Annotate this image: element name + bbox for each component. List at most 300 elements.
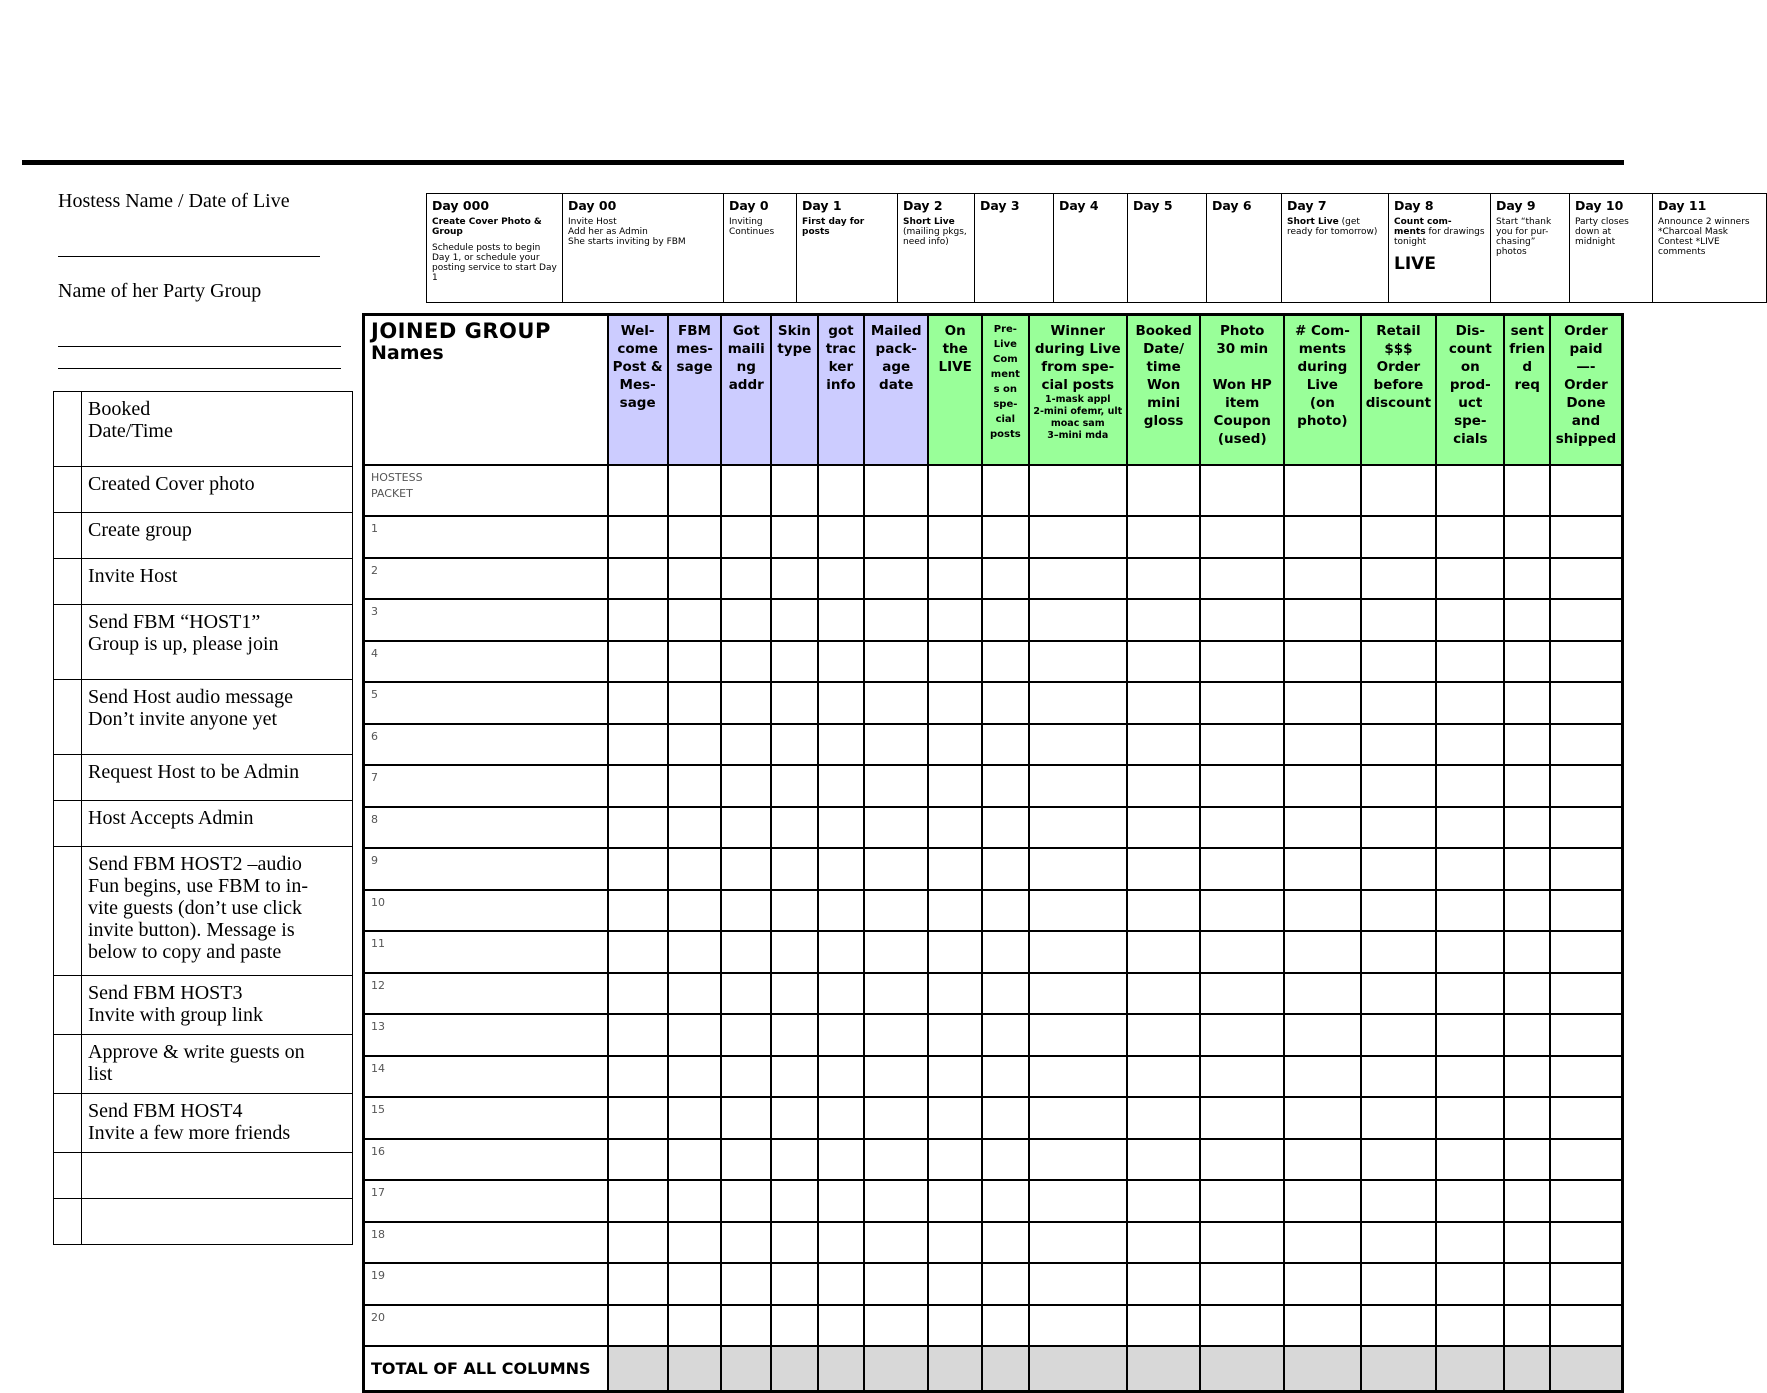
grid-cell[interactable] [1436,765,1504,807]
grid-cell[interactable] [771,973,818,1015]
grid-cell[interactable] [982,1097,1029,1139]
grid-cell[interactable] [1361,931,1437,973]
row-label[interactable]: 13 [364,1014,608,1056]
grid-cell[interactable] [1029,1305,1127,1347]
grid-cell[interactable] [721,1014,771,1056]
grid-cell[interactable] [982,1056,1029,1098]
grid-cell[interactable] [982,973,1029,1015]
grid-cell[interactable] [864,1180,928,1222]
grid-cell[interactable] [864,641,928,683]
grid-cell[interactable] [1284,1222,1361,1264]
grid-cell[interactable] [608,973,668,1015]
row-label[interactable]: HOSTESS PACKET [364,465,608,516]
grid-cell[interactable] [1550,641,1623,683]
grid-cell[interactable] [1504,848,1550,890]
grid-cell[interactable] [608,682,668,724]
grid-cell[interactable] [721,558,771,600]
row-label[interactable]: 6 [364,724,608,766]
grid-cell[interactable] [1200,1346,1284,1392]
grid-cell[interactable] [864,1222,928,1264]
grid-cell[interactable] [721,765,771,807]
grid-cell[interactable] [1029,516,1127,558]
grid-cell[interactable] [1550,682,1623,724]
grid-cell[interactable] [1200,682,1284,724]
row-label[interactable]: 8 [364,807,608,849]
grid-cell[interactable] [982,848,1029,890]
grid-cell[interactable] [608,641,668,683]
grid-cell[interactable] [1029,1180,1127,1222]
grid-cell[interactable] [771,558,818,600]
grid-cell[interactable] [818,516,865,558]
grid-cell[interactable] [818,1305,865,1347]
grid-cell[interactable] [668,807,722,849]
grid-cell[interactable] [1029,724,1127,766]
grid-cell[interactable] [982,1346,1029,1392]
grid-cell[interactable] [1436,465,1504,516]
grid-cell[interactable] [608,1346,668,1392]
grid-cell[interactable] [1127,973,1200,1015]
grid-cell[interactable] [1200,1222,1284,1264]
grid-cell[interactable] [1029,1097,1127,1139]
grid-cell[interactable] [668,973,722,1015]
grid-cell[interactable] [668,1014,722,1056]
grid-cell[interactable] [1200,641,1284,683]
grid-cell[interactable] [1436,1056,1504,1098]
grid-cell[interactable] [668,1305,722,1347]
grid-cell[interactable] [1284,1014,1361,1056]
grid-cell[interactable] [1436,1305,1504,1347]
grid-cell[interactable] [1361,765,1437,807]
grid-cell[interactable] [1284,1139,1361,1181]
grid-cell[interactable] [864,1305,928,1347]
grid-cell[interactable] [608,1305,668,1347]
row-label[interactable]: 11 [364,931,608,973]
grid-cell[interactable] [1284,724,1361,766]
grid-cell[interactable] [668,1056,722,1098]
grid-cell[interactable] [668,724,722,766]
grid-cell[interactable] [1127,807,1200,849]
grid-cell[interactable] [818,641,865,683]
grid-cell[interactable] [818,1139,865,1181]
grid-cell[interactable] [608,1056,668,1098]
grid-cell[interactable] [1127,599,1200,641]
grid-cell[interactable] [1550,724,1623,766]
grid-cell[interactable] [928,682,982,724]
grid-cell[interactable] [818,807,865,849]
grid-cell[interactable] [818,973,865,1015]
grid-cell[interactable] [928,1305,982,1347]
grid-cell[interactable] [721,807,771,849]
checkbox[interactable] [54,1094,82,1153]
grid-cell[interactable] [1550,890,1623,932]
grid-cell[interactable] [818,848,865,890]
grid-cell[interactable] [1504,465,1550,516]
grid-cell[interactable] [1504,931,1550,973]
grid-cell[interactable] [668,1263,722,1305]
grid-cell[interactable] [1436,973,1504,1015]
grid-cell[interactable] [928,807,982,849]
grid-cell[interactable] [1200,558,1284,600]
grid-cell[interactable] [721,1097,771,1139]
row-label[interactable]: 16 [364,1139,608,1181]
grid-cell[interactable] [982,807,1029,849]
grid-cell[interactable] [1029,931,1127,973]
grid-cell[interactable] [864,516,928,558]
grid-cell[interactable] [1284,1305,1361,1347]
checkbox[interactable] [54,559,82,605]
grid-cell[interactable] [982,931,1029,973]
grid-cell[interactable] [818,1263,865,1305]
grid-cell[interactable] [608,848,668,890]
grid-cell[interactable] [668,1346,722,1392]
grid-cell[interactable] [771,1139,818,1181]
grid-cell[interactable] [1550,765,1623,807]
grid-cell[interactable] [1504,641,1550,683]
grid-cell[interactable] [771,931,818,973]
grid-cell[interactable] [1550,1180,1623,1222]
grid-cell[interactable] [721,516,771,558]
grid-cell[interactable] [1127,1014,1200,1056]
grid-cell[interactable] [1029,807,1127,849]
grid-cell[interactable] [982,1263,1029,1305]
grid-cell[interactable] [1200,1305,1284,1347]
grid-cell[interactable] [1127,1097,1200,1139]
grid-cell[interactable] [1029,765,1127,807]
grid-cell[interactable] [1504,1222,1550,1264]
grid-cell[interactable] [1127,931,1200,973]
row-label[interactable]: 19 [364,1263,608,1305]
grid-cell[interactable] [1504,1139,1550,1181]
checkbox[interactable] [54,801,82,847]
grid-cell[interactable] [864,1014,928,1056]
row-label[interactable]: 9 [364,848,608,890]
row-label[interactable]: 10 [364,890,608,932]
grid-cell[interactable] [928,516,982,558]
grid-cell[interactable] [1284,1346,1361,1392]
grid-cell[interactable] [1504,516,1550,558]
grid-cell[interactable] [1550,931,1623,973]
grid-cell[interactable] [1029,1056,1127,1098]
grid-cell[interactable] [1436,1139,1504,1181]
grid-cell[interactable] [818,558,865,600]
grid-cell[interactable] [1436,516,1504,558]
grid-cell[interactable] [1504,724,1550,766]
grid-cell[interactable] [1504,558,1550,600]
grid-cell[interactable] [771,890,818,932]
grid-cell[interactable] [1361,1222,1437,1264]
grid-cell[interactable] [928,599,982,641]
grid-cell[interactable] [608,1180,668,1222]
grid-cell[interactable] [818,1222,865,1264]
grid-cell[interactable] [1550,558,1623,600]
grid-cell[interactable] [982,641,1029,683]
grid-cell[interactable] [771,848,818,890]
grid-cell[interactable] [1029,1222,1127,1264]
grid-cell[interactable] [818,1014,865,1056]
row-label[interactable]: 18 [364,1222,608,1264]
grid-cell[interactable] [1200,1180,1284,1222]
grid-cell[interactable] [1504,1097,1550,1139]
grid-cell[interactable] [608,1263,668,1305]
grid-cell[interactable] [818,1097,865,1139]
grid-cell[interactable] [1127,1305,1200,1347]
grid-cell[interactable] [721,890,771,932]
grid-cell[interactable] [668,848,722,890]
grid-cell[interactable] [1361,848,1437,890]
row-label[interactable]: 12 [364,973,608,1015]
grid-cell[interactable] [608,1097,668,1139]
grid-cell[interactable] [668,599,722,641]
grid-cell[interactable] [1504,807,1550,849]
grid-cell[interactable] [1127,765,1200,807]
grid-cell[interactable] [982,516,1029,558]
row-label[interactable]: 15 [364,1097,608,1139]
grid-cell[interactable] [1029,1346,1127,1392]
grid-cell[interactable] [864,558,928,600]
row-label[interactable]: TOTAL OF ALL COLUMNS [364,1346,608,1392]
grid-cell[interactable] [1550,1139,1623,1181]
grid-cell[interactable] [1436,848,1504,890]
grid-cell[interactable] [1200,890,1284,932]
grid-cell[interactable] [771,1097,818,1139]
grid-cell[interactable] [1550,1097,1623,1139]
grid-cell[interactable] [1284,848,1361,890]
grid-cell[interactable] [1200,599,1284,641]
grid-cell[interactable] [818,931,865,973]
grid-cell[interactable] [1504,1014,1550,1056]
grid-cell[interactable] [1550,516,1623,558]
grid-cell[interactable] [721,1222,771,1264]
grid-cell[interactable] [982,599,1029,641]
grid-cell[interactable] [818,682,865,724]
grid-cell[interactable] [1284,1180,1361,1222]
grid-cell[interactable] [1436,931,1504,973]
grid-cell[interactable] [1200,1263,1284,1305]
grid-cell[interactable] [1361,890,1437,932]
grid-cell[interactable] [608,516,668,558]
grid-cell[interactable] [928,1014,982,1056]
grid-cell[interactable] [721,848,771,890]
grid-cell[interactable] [608,1222,668,1264]
grid-cell[interactable] [668,931,722,973]
grid-cell[interactable] [1361,807,1437,849]
grid-cell[interactable] [1029,848,1127,890]
grid-cell[interactable] [721,599,771,641]
grid-cell[interactable] [928,724,982,766]
grid-cell[interactable] [668,890,722,932]
grid-cell[interactable] [668,765,722,807]
party-group-line-1[interactable] [58,346,341,347]
grid-cell[interactable] [608,807,668,849]
grid-cell[interactable] [771,724,818,766]
grid-cell[interactable] [771,1263,818,1305]
grid-cell[interactable] [1504,1263,1550,1305]
grid-cell[interactable] [1436,724,1504,766]
grid-cell[interactable] [1127,516,1200,558]
grid-cell[interactable] [1284,599,1361,641]
grid-cell[interactable] [721,931,771,973]
grid-cell[interactable] [668,516,722,558]
grid-cell[interactable] [864,765,928,807]
grid-cell[interactable] [668,641,722,683]
grid-cell[interactable] [928,1097,982,1139]
grid-cell[interactable] [1504,599,1550,641]
row-label[interactable]: 3 [364,599,608,641]
grid-cell[interactable] [1200,848,1284,890]
grid-cell[interactable] [982,682,1029,724]
grid-cell[interactable] [982,1139,1029,1181]
row-label[interactable]: 5 [364,682,608,724]
grid-cell[interactable] [928,848,982,890]
grid-cell[interactable] [1200,1139,1284,1181]
grid-cell[interactable] [864,1139,928,1181]
grid-cell[interactable] [1029,641,1127,683]
grid-cell[interactable] [1127,848,1200,890]
grid-cell[interactable] [1284,641,1361,683]
checkbox[interactable] [54,513,82,559]
grid-cell[interactable] [1200,1097,1284,1139]
grid-cell[interactable] [864,890,928,932]
grid-cell[interactable] [1284,807,1361,849]
grid-cell[interactable] [721,1056,771,1098]
grid-cell[interactable] [1550,1346,1623,1392]
grid-cell[interactable] [668,1222,722,1264]
grid-cell[interactable] [1029,558,1127,600]
grid-cell[interactable] [1127,1139,1200,1181]
grid-cell[interactable] [982,1222,1029,1264]
row-label[interactable]: 17 [364,1180,608,1222]
grid-cell[interactable] [1200,807,1284,849]
grid-cell[interactable] [1200,931,1284,973]
grid-cell[interactable] [1504,765,1550,807]
grid-cell[interactable] [1127,1263,1200,1305]
grid-cell[interactable] [1550,1056,1623,1098]
grid-cell[interactable] [1436,682,1504,724]
grid-cell[interactable] [1029,1014,1127,1056]
grid-cell[interactable] [608,599,668,641]
grid-cell[interactable] [1361,1180,1437,1222]
grid-cell[interactable] [818,765,865,807]
grid-cell[interactable] [1361,1263,1437,1305]
grid-cell[interactable] [1436,1222,1504,1264]
checkbox[interactable] [54,392,82,467]
grid-cell[interactable] [668,682,722,724]
grid-cell[interactable] [721,1180,771,1222]
grid-cell[interactable] [1436,641,1504,683]
grid-cell[interactable] [864,1097,928,1139]
grid-cell[interactable] [608,465,668,516]
grid-cell[interactable] [1284,558,1361,600]
grid-cell[interactable] [1550,1263,1623,1305]
checkbox[interactable] [54,847,82,976]
grid-cell[interactable] [864,1056,928,1098]
grid-cell[interactable] [1200,516,1284,558]
grid-cell[interactable] [1029,465,1127,516]
checkbox[interactable] [54,680,82,755]
grid-cell[interactable] [982,558,1029,600]
grid-cell[interactable] [1029,973,1127,1015]
grid-cell[interactable] [1127,1222,1200,1264]
grid-cell[interactable] [1200,724,1284,766]
grid-cell[interactable] [771,641,818,683]
grid-cell[interactable] [1436,558,1504,600]
grid-cell[interactable] [1029,682,1127,724]
grid-cell[interactable] [1200,1056,1284,1098]
grid-cell[interactable] [1200,973,1284,1015]
grid-cell[interactable] [864,807,928,849]
grid-cell[interactable] [928,973,982,1015]
grid-cell[interactable] [771,1346,818,1392]
grid-cell[interactable] [864,1346,928,1392]
grid-cell[interactable] [1504,1305,1550,1347]
grid-cell[interactable] [1550,1014,1623,1056]
grid-cell[interactable] [818,1346,865,1392]
grid-cell[interactable] [771,1056,818,1098]
grid-cell[interactable] [1284,1056,1361,1098]
grid-cell[interactable] [1361,682,1437,724]
grid-cell[interactable] [864,973,928,1015]
grid-cell[interactable] [1127,724,1200,766]
grid-cell[interactable] [1200,765,1284,807]
grid-cell[interactable] [1361,1056,1437,1098]
row-label[interactable]: 20 [364,1305,608,1347]
grid-cell[interactable] [1361,1097,1437,1139]
grid-cell[interactable] [721,1263,771,1305]
grid-cell[interactable] [1029,890,1127,932]
grid-cell[interactable] [721,973,771,1015]
grid-cell[interactable] [1436,1014,1504,1056]
row-label[interactable]: 2 [364,558,608,600]
grid-cell[interactable] [864,848,928,890]
grid-cell[interactable] [982,1305,1029,1347]
row-label[interactable]: 7 [364,765,608,807]
grid-cell[interactable] [721,724,771,766]
grid-cell[interactable] [668,1097,722,1139]
grid-cell[interactable] [721,1346,771,1392]
grid-cell[interactable] [818,599,865,641]
grid-cell[interactable] [1550,848,1623,890]
row-label[interactable]: 4 [364,641,608,683]
grid-cell[interactable] [721,1305,771,1347]
grid-cell[interactable] [1284,765,1361,807]
grid-cell[interactable] [1361,724,1437,766]
grid-cell[interactable] [864,931,928,973]
grid-cell[interactable] [1284,973,1361,1015]
checkbox[interactable] [54,1153,82,1199]
grid-cell[interactable] [928,1139,982,1181]
grid-cell[interactable] [1550,1222,1623,1264]
grid-cell[interactable] [721,641,771,683]
grid-cell[interactable] [1361,599,1437,641]
grid-cell[interactable] [1361,973,1437,1015]
grid-cell[interactable] [982,765,1029,807]
grid-cell[interactable] [1284,890,1361,932]
grid-cell[interactable] [771,516,818,558]
grid-cell[interactable] [721,465,771,516]
grid-cell[interactable] [1504,1346,1550,1392]
hostess-name-line[interactable] [58,256,320,257]
grid-cell[interactable] [1200,1014,1284,1056]
grid-cell[interactable] [928,890,982,932]
grid-cell[interactable] [928,641,982,683]
grid-cell[interactable] [1284,931,1361,973]
grid-cell[interactable] [1361,558,1437,600]
grid-cell[interactable] [608,1139,668,1181]
grid-cell[interactable] [818,890,865,932]
grid-cell[interactable] [1029,1139,1127,1181]
row-label[interactable]: 1 [364,516,608,558]
grid-cell[interactable] [928,931,982,973]
